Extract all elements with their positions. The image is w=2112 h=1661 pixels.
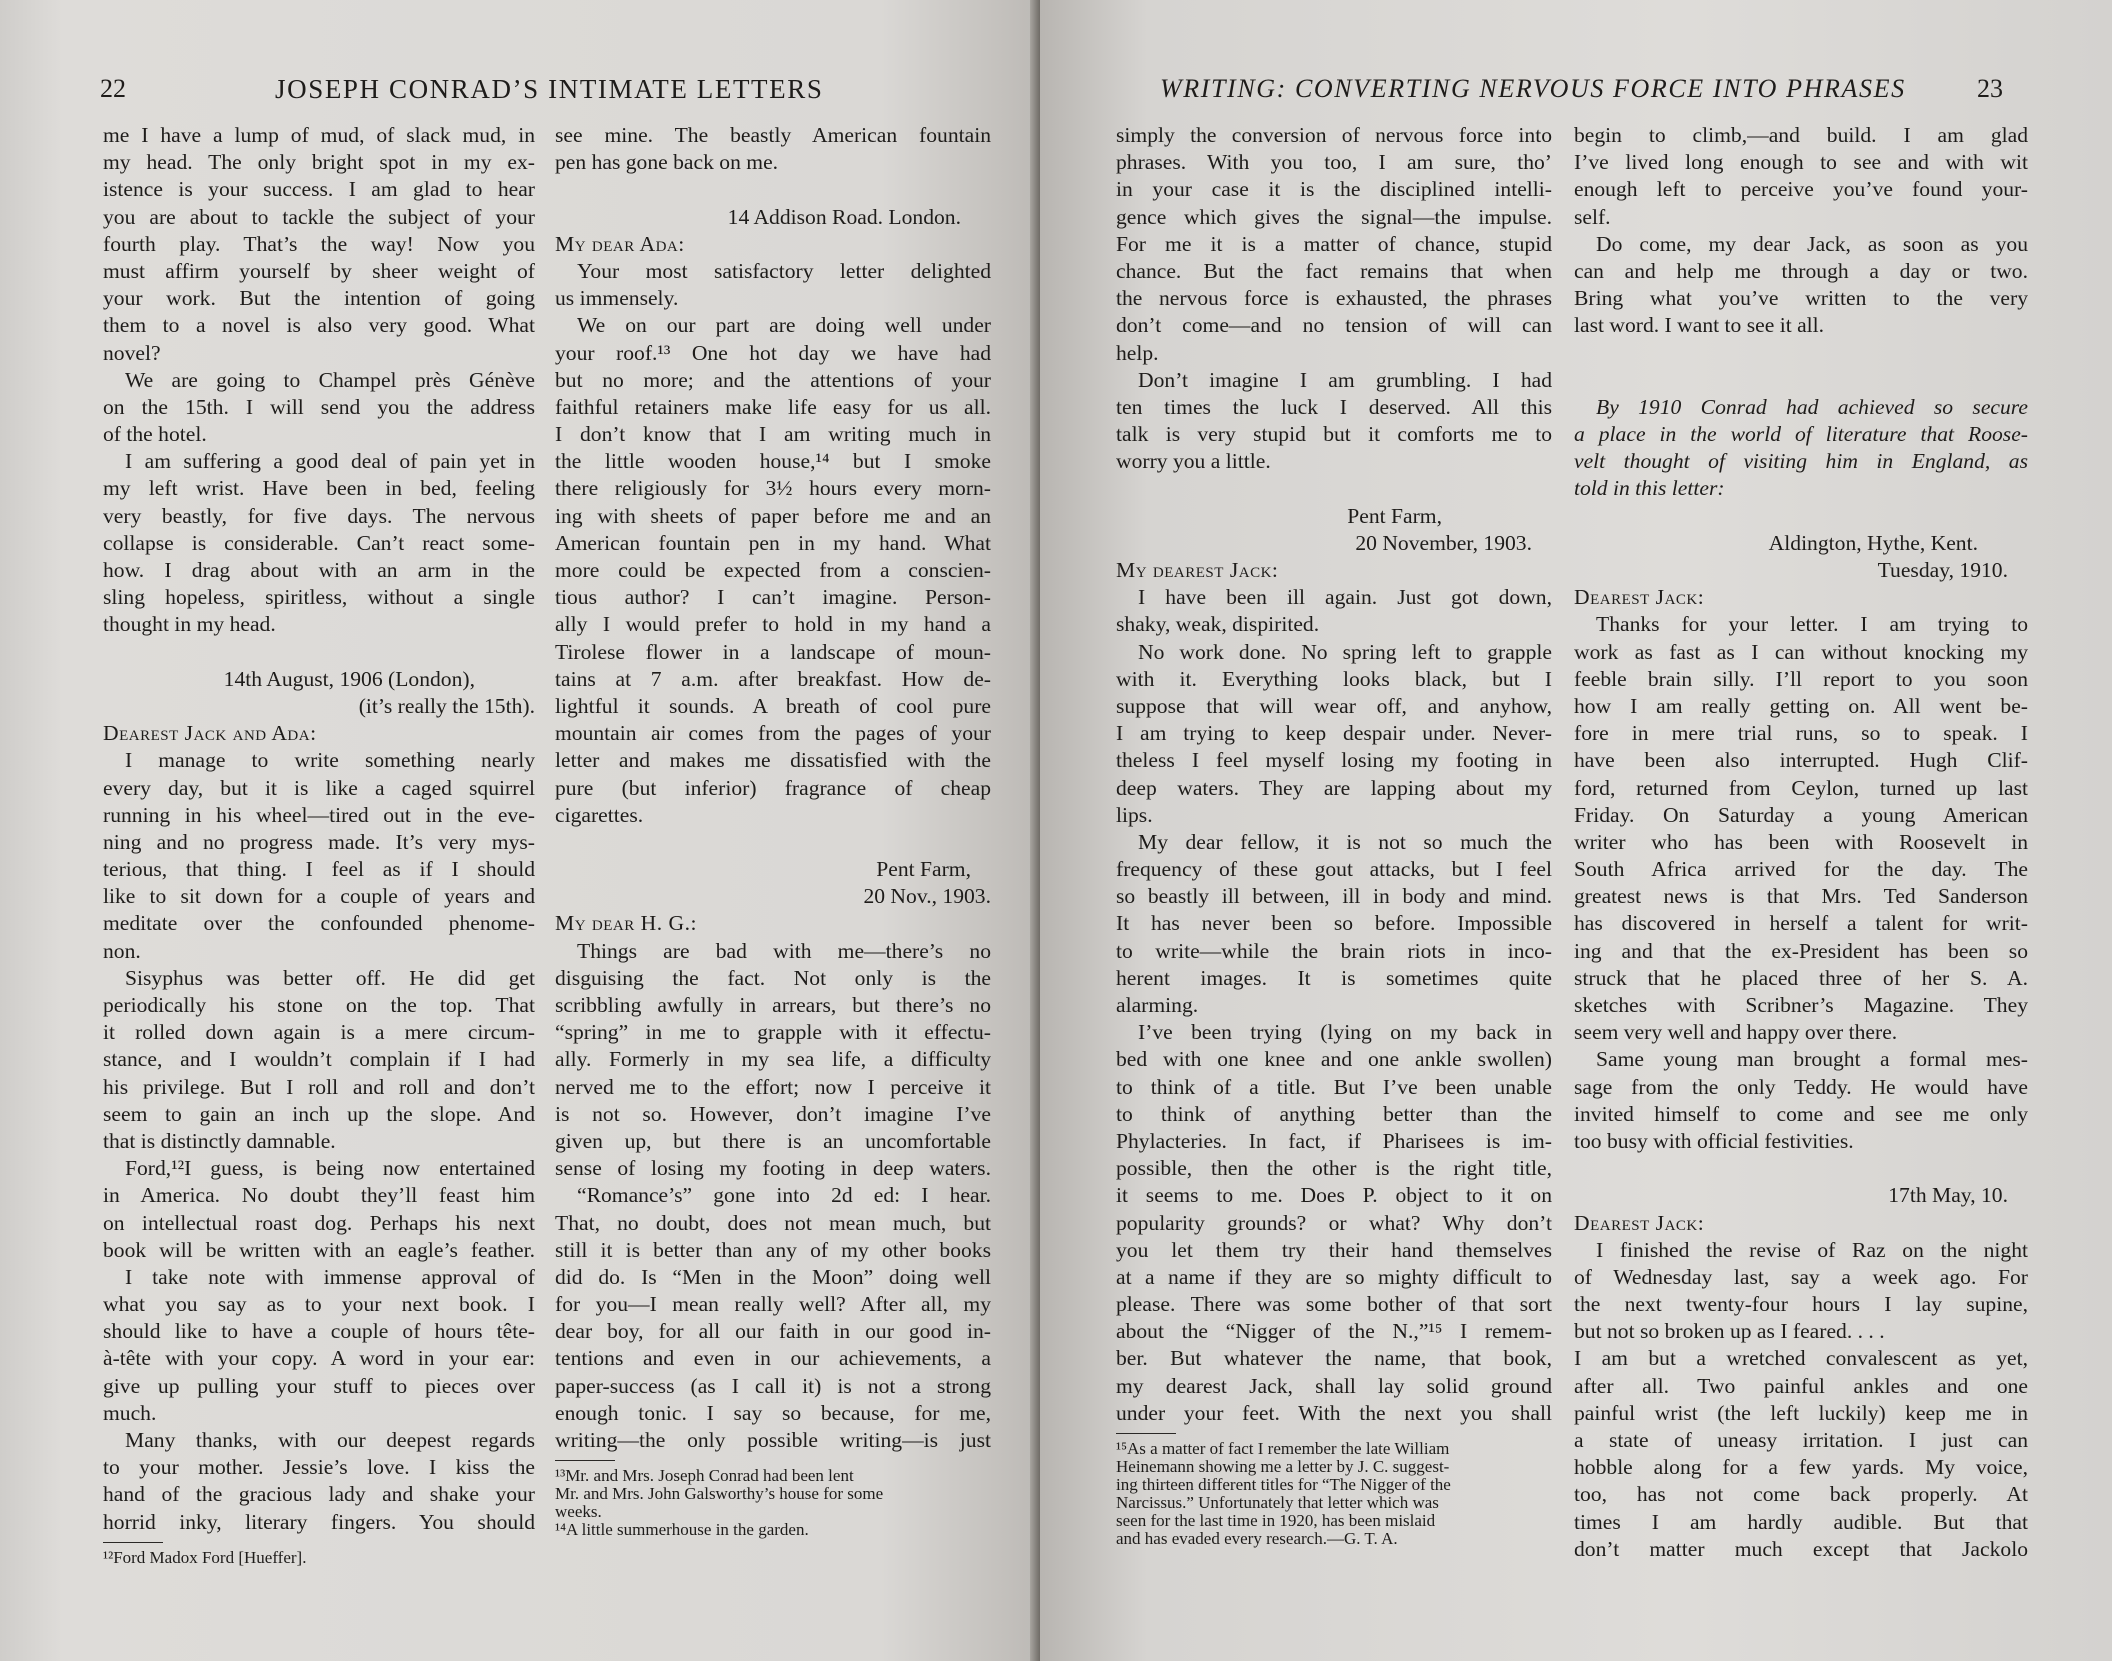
letter-dateline: Pent Farm, xyxy=(876,857,971,882)
text-line: writer who has been with Roosevelt in xyxy=(1574,829,2028,854)
text-line: meditate over the confounded phenome- xyxy=(103,911,535,936)
text-line: velt thought of visiting him in England, as xyxy=(1574,449,2028,474)
text-line: give up pulling your stuff to pieces over xyxy=(103,1373,535,1398)
text-line: popularity grounds? or what? Why don’t xyxy=(1116,1210,1552,1235)
text-line: sense of losing my footing in deep waters. xyxy=(555,1156,991,1181)
text-line: it rolled down again is a mere circum- xyxy=(103,1020,535,1045)
text-line: very beastly, for five days. The nervous xyxy=(103,503,535,528)
text-line: hobble along for a few yards. My voice, xyxy=(1574,1455,2028,1480)
text-line: greatest news is that Mrs. Ted Sanderson xyxy=(1574,884,2028,909)
text-line: self. xyxy=(1574,204,1611,229)
text-line: I am but a wretched convalescent as yet, xyxy=(1574,1346,2028,1371)
letter-salutation: My dear Ada: xyxy=(555,231,685,256)
text-line: how. I drag about with an arm in the xyxy=(103,558,535,582)
text-line: see mine. The beastly American fountain xyxy=(555,123,991,147)
text-line: what you say as to your next book. I xyxy=(103,1292,535,1317)
text-line: fourth play. That’s the way! Now you xyxy=(103,231,535,256)
footnote-line: Heinemann showing me a letter by J. C. suggest- xyxy=(1116,1457,1450,1476)
text-line: nerved me to the effort; now I perceive it xyxy=(555,1074,991,1099)
text-line: “Romance’s” gone into 2d ed: I hear. xyxy=(577,1183,991,1208)
text-line: We on our part are doing well under xyxy=(577,313,991,338)
text-line: work as fast as I can without knocking my xyxy=(1574,639,2028,664)
text-line: paper-success (as I call it) is not a strong xyxy=(555,1373,991,1398)
text-line: American fountain pen in my hand. What xyxy=(555,530,991,555)
letter-dateline: Aldington, Hythe, Kent. xyxy=(1768,530,1978,555)
text-line: that is distinctly damnable. xyxy=(103,1128,336,1153)
text-line: have been also interrupted. Hugh Clif- xyxy=(1574,748,2028,773)
text-line: That, no doubt, does not mean much, but xyxy=(555,1210,991,1235)
text-line: how I am really getting on. All went be- xyxy=(1574,693,2028,718)
text-line: pen has gone back on me. xyxy=(555,150,779,175)
text-line: tentions and even in our achievements, a xyxy=(555,1346,991,1371)
text-line: terious, that thing. I feel as if I should xyxy=(103,857,535,882)
footnote-line: ¹²Ford Madox Ford [Hueffer]. xyxy=(103,1547,307,1567)
text-line: ing and that the ex-President has been so xyxy=(1574,938,2028,963)
text-line: worry you a little. xyxy=(1116,449,1271,474)
letter-dateline: 17th May, 10. xyxy=(1888,1183,2008,1208)
text-line: We are going to Champel près Génève xyxy=(125,367,535,392)
text-line: I finished the revise of Raz on the night xyxy=(1596,1237,2028,1262)
text-line: more could be expected from a conscien- xyxy=(555,558,991,582)
text-line: them to a novel is also very good. What xyxy=(103,313,535,338)
footnote-line: and has evaded every research.—G. T. A. xyxy=(1116,1529,1398,1548)
text-line: too, has not come back properly. At xyxy=(1574,1482,2028,1507)
text-line: Many thanks, with our deepest regards xyxy=(125,1428,535,1452)
text-line: letter and makes me dissatisfied with the xyxy=(555,748,991,773)
text-line: Don’t imagine I am grumbling. I had xyxy=(1138,367,1552,392)
text-line: don’t matter much except that Jackolo xyxy=(1574,1536,2028,1561)
text-line: in America. No doubt they’ll feast him xyxy=(103,1183,535,1208)
text-line: last word. I want to see it all. xyxy=(1574,313,1825,338)
text-line: with it. Everything looks black, but I xyxy=(1116,666,1552,691)
footnote-line: ¹⁴A little summerhouse in the garden. xyxy=(555,1520,809,1540)
text-line: your roof.¹³ One hot day we have had xyxy=(555,340,991,365)
running-head-right: WRITING: CONVERTING NERVOUS FORCE INTO PHRASES xyxy=(1160,74,1906,103)
letter-salutation: My dearest Jack: xyxy=(1116,558,1279,582)
text-line: Same young man brought a formal mes- xyxy=(1596,1047,2028,1072)
text-line: book will be written with an eagle’s feather. xyxy=(103,1237,535,1262)
text-line: feeble brain silly. I’ll report to you soon xyxy=(1574,666,2028,691)
text-line: your work. But the intention of going xyxy=(103,286,535,311)
text-line: Do come, my dear Jack, as soon as you xyxy=(1596,231,2028,256)
text-line: begin to climb,—and build. I am glad xyxy=(1574,123,2028,147)
text-line: deep waters. They are lapping about my xyxy=(1116,775,1552,800)
text-line: cigarettes. xyxy=(555,802,644,827)
text-line: seem very well and happy over there. xyxy=(1574,1020,1898,1045)
text-line: ford, returned from Ceylon, turned up last xyxy=(1574,775,2028,800)
text-line: phrases. With you too, I am sure, tho’ xyxy=(1116,150,1552,175)
text-line: my head. The only bright spot in my ex- xyxy=(103,150,535,175)
text-line: don’t come—and no tension of will can xyxy=(1116,313,1552,338)
text-line: suppose that will wear off, and anyhow, xyxy=(1116,693,1552,718)
text-line: novel? xyxy=(103,340,161,365)
text-line: collapse is considerable. Can’t react some- xyxy=(103,530,535,555)
text-line: writing—the only possible writing—is just xyxy=(555,1428,991,1452)
letter-dateline: 14 Addison Road. London. xyxy=(727,204,961,229)
footnote-line: ing thirteen different titles for “The Nigger of the xyxy=(1116,1475,1451,1494)
text-line: frequency of these gout attacks, but I feel xyxy=(1116,857,1552,882)
text-line: of the hotel. xyxy=(103,422,207,447)
text-line: pure (but inferior) fragrance of cheap xyxy=(555,775,991,800)
text-line: possible, then the other is the right title, xyxy=(1116,1156,1552,1181)
letter-dateline: Pent Farm, xyxy=(1347,503,1442,528)
footnote-line: Mr. and Mrs. John Galsworthy’s house for some xyxy=(555,1484,884,1504)
letter-dateline: 20 Nov., 1903. xyxy=(863,884,991,909)
text-line: disguising the fact. Not only is the xyxy=(555,965,991,990)
text-line: scribbling awfully in arrears, but there’s no xyxy=(555,993,991,1017)
text-line: periodically his stone on the top. That xyxy=(103,993,535,1017)
text-line: can and help me through a day or two. xyxy=(1574,258,2028,283)
text-line: No work done. No spring left to grapple xyxy=(1138,639,1552,664)
footnote-line: Narcissus.” Unfortunately that letter which was xyxy=(1116,1493,1439,1512)
text-line: ten times the luck I deserved. All this xyxy=(1116,394,1552,419)
text-line: struck that he placed three of her S. A. xyxy=(1574,965,2028,990)
letter-salutation: Dearest Jack: xyxy=(1574,585,1705,610)
text-line: must affirm yourself by sheer weight of xyxy=(103,258,535,283)
line-gap xyxy=(1574,340,2028,367)
text-line: at a name if they are so mighty difficult to xyxy=(1116,1264,1552,1289)
text-line: the little wooden house,¹⁴ but I smoke xyxy=(555,449,991,474)
text-line: to think of a title. But I’ve been unable xyxy=(1116,1074,1552,1099)
letter-dateline: Tuesday, 1910. xyxy=(1877,558,2008,582)
text-line: please. There was some bother of that sort xyxy=(1116,1292,1552,1317)
text-line: Phylacteries. In fact, if Pharisees is im- xyxy=(1116,1128,1552,1153)
line-gap xyxy=(1574,503,2028,530)
text-line: like to sit down for a couple of years and xyxy=(103,884,535,909)
text-line: is not so. However, don’t imagine I’ve xyxy=(555,1101,991,1126)
text-line: Ford,¹²I guess, is being now entertained xyxy=(125,1156,535,1181)
text-line: chance. But the fact remains that when xyxy=(1116,258,1552,283)
line-gap xyxy=(555,176,991,203)
text-line: tains at 7 a.m. after breakfast. How de- xyxy=(555,666,991,691)
text-line: but not so broken up as I feared. . . . xyxy=(1574,1319,1885,1344)
text-line: ning and no progress made. It’s very mys- xyxy=(103,829,535,854)
text-line: horrid inky, literary fingers. You should xyxy=(103,1509,535,1534)
text-line: a state of uneasy irritation. I just can xyxy=(1574,1428,2028,1452)
text-line: painful wrist (the left luckily) keep me in xyxy=(1574,1400,2028,1425)
text-line: us immensely. xyxy=(555,286,679,311)
text-line: Your most satisfactory letter delighted xyxy=(577,258,991,283)
text-line: à-tête with your copy. A word in your ear: xyxy=(103,1346,535,1371)
text-line: Sisyphus was better off. He did get xyxy=(125,965,535,990)
text-line: my dearest Jack, shall lay solid ground xyxy=(1116,1373,1552,1398)
text-line: simply the conversion of nervous force into xyxy=(1116,123,1552,147)
text-line: given up, but there is an uncomfortable xyxy=(555,1128,991,1153)
left-page xyxy=(0,0,1036,1661)
text-line: of Wednesday last, say a week ago. For xyxy=(1574,1264,2028,1289)
text-line: gence which gives the signal—the impulse. xyxy=(1116,204,1552,229)
text-line: the next twenty-four hours I lay supine, xyxy=(1574,1292,2028,1317)
text-line: there religiously for 3½ hours every morn- xyxy=(555,476,991,501)
text-line: “spring” in me to grapple with it effectu- xyxy=(555,1020,991,1045)
text-line: help. xyxy=(1116,340,1159,365)
line-gap xyxy=(1574,367,2028,394)
left-column-2 xyxy=(555,122,991,1539)
text-line: Friday. On Saturday a young American xyxy=(1574,802,2028,827)
text-line: bed with one knee and one ankle swollen) xyxy=(1116,1047,1552,1072)
text-line: but no more; and the attentions of your xyxy=(555,367,991,392)
page-number-left: 22 xyxy=(100,74,126,103)
text-line: should like to have a couple of hours tête- xyxy=(103,1319,535,1344)
text-line: Thanks for your letter. I am trying to xyxy=(1596,612,2028,637)
text-line: I manage to write something nearly xyxy=(125,748,535,773)
text-line: faithful retainers make life easy for us all. xyxy=(555,394,991,419)
text-line: lightful it sounds. A breath of cool pure xyxy=(555,693,991,718)
text-line: his privilege. But I roll and roll and don’t xyxy=(103,1074,535,1099)
text-line: enough left to perceive you’ve found your- xyxy=(1574,177,2028,202)
text-line: Tirolese flower in a landscape of moun- xyxy=(555,639,991,664)
text-line: invited himself to come and see me only xyxy=(1574,1101,2028,1126)
text-line: Things are bad with me—there’s no xyxy=(577,938,991,963)
text-line: ber. But whatever the name, that book, xyxy=(1116,1346,1552,1371)
right-column-2 xyxy=(1574,122,2028,1563)
text-line: to your mother. Jessie’s love. I kiss the xyxy=(103,1455,535,1480)
footnote-rule xyxy=(1116,1433,1176,1434)
text-line: after all. Two painful ankles and one xyxy=(1574,1373,2028,1398)
text-line: did do. Is “Men in the Moon” doing well xyxy=(555,1264,991,1289)
text-line: it seems to me. Does P. object to it on xyxy=(1116,1183,1552,1208)
text-line: fore in mere trial runs, so to speak. I xyxy=(1574,721,2028,746)
footnote-line: ¹³Mr. and Mrs. Joseph Conrad had been lent xyxy=(555,1466,854,1486)
text-line: stance, and I wouldn’t complain if I had xyxy=(103,1047,535,1072)
text-line: running in his wheel—tired out in the eve- xyxy=(103,802,535,827)
text-line: enough tonic. I say so because, for me, xyxy=(555,1400,991,1425)
footnote-rule xyxy=(555,1460,615,1461)
text-line: thought in my head. xyxy=(103,612,276,637)
letter-salutation: Dearest Jack and Ada: xyxy=(103,721,317,746)
footnote-line: ¹⁵As a matter of fact I remember the late William xyxy=(1116,1439,1450,1458)
text-line: mountain air comes from the pages of your xyxy=(555,721,991,746)
text-line: in your case it is the disciplined intelli- xyxy=(1116,177,1552,202)
text-line: South Africa arrived for the day. The xyxy=(1574,857,2028,882)
text-line: For me it is a matter of chance, stupid xyxy=(1116,231,1552,256)
text-line: dear boy, for all our faith in our good in- xyxy=(555,1319,991,1344)
text-line: you let them try their hand themselves xyxy=(1116,1237,1552,1262)
text-line: has discovered in herself a talent for writ- xyxy=(1574,911,2028,936)
text-line: I am trying to keep despair under. Never- xyxy=(1116,721,1552,746)
text-line: I am suffering a good deal of pain yet in xyxy=(125,449,535,474)
text-line: By 1910 Conrad had achieved so secure xyxy=(1596,394,2028,419)
text-line: much. xyxy=(103,1400,157,1425)
text-line: me I have a lump of mud, of slack mud, in xyxy=(103,123,535,147)
letter-dateline: 20 November, 1903. xyxy=(1355,530,1532,555)
text-line: theless I feel myself losing my footing in xyxy=(1116,748,1552,773)
text-line: It has never been so before. Impossible xyxy=(1116,911,1552,936)
text-line: the nervous force is exhausted, the phrases xyxy=(1116,286,1552,311)
letter-salutation: My dear H. G.: xyxy=(555,911,698,936)
text-line: on the 15th. I will send you the address xyxy=(103,394,535,419)
text-line: sketches with Scribner’s Magazine. They xyxy=(1574,993,2028,1017)
text-line: you are about to tackle the subject of your xyxy=(103,204,535,229)
text-line: ing with sheets of paper before me and an xyxy=(555,503,991,528)
text-line: told in this letter: xyxy=(1574,476,1725,501)
running-head-left: JOSEPH CONRAD’S INTIMATE LETTERS xyxy=(275,74,824,104)
text-line: to write—while the brain riots in inco- xyxy=(1116,938,1552,963)
text-line: every day, but it is like a caged squirrel xyxy=(103,775,535,800)
right-column-1 xyxy=(1116,122,1552,1548)
text-line: non. xyxy=(103,938,141,963)
text-line: too busy with official festivities. xyxy=(1574,1128,1854,1153)
text-line: alarming. xyxy=(1116,993,1199,1017)
text-line: lips. xyxy=(1116,802,1153,827)
letter-salutation: Dearest Jack: xyxy=(1574,1210,1705,1235)
text-line: My dear fellow, it is not so much the xyxy=(1138,829,1552,854)
text-line: Bring what you’ve written to the very xyxy=(1574,286,2028,311)
text-line: istence is your success. I am glad to hear xyxy=(103,177,535,202)
line-gap xyxy=(555,829,991,856)
footnote-line: weeks. xyxy=(555,1502,602,1522)
footnote-line: seen for the last time in 1920, has been mislaid xyxy=(1116,1511,1436,1530)
text-line: seem to gain an inch up the slope. And xyxy=(103,1101,535,1126)
right-page xyxy=(1040,0,2112,1661)
text-line: still it is better than any of my other books xyxy=(555,1237,991,1262)
text-line: to think of anything better than the xyxy=(1116,1101,1552,1126)
text-line: sling hopeless, spiritless, without a single xyxy=(103,585,535,610)
text-line: ally I would prefer to hold in my hand a xyxy=(555,612,991,637)
text-line: under your feet. With the next you shall xyxy=(1116,1400,1552,1425)
text-line: talk is very stupid but it comforts me to xyxy=(1116,422,1552,447)
text-line: my left wrist. Have been in bed, feeling xyxy=(103,476,535,501)
text-line: herent images. It is sometimes quite xyxy=(1116,965,1552,990)
line-gap xyxy=(103,639,535,666)
text-line: so beastly ill between, ill in body and mind. xyxy=(1116,884,1552,909)
text-line: I have been ill again. Just got down, xyxy=(1138,585,1552,610)
text-line: on intellectual roast dog. Perhaps his next xyxy=(103,1210,535,1235)
text-line: ally. Formerly in my sea life, a difficulty xyxy=(555,1047,991,1072)
text-line: I’ve been trying (lying on my back in xyxy=(1138,1020,1552,1045)
footnote-rule xyxy=(103,1542,163,1543)
text-line: I don’t know that I am writing much in xyxy=(555,422,991,447)
page-number-right: 23 xyxy=(1977,74,2003,103)
text-line: shaky, weak, dispirited. xyxy=(1116,612,1320,637)
text-line: I’ve lived long enough to see and with wit xyxy=(1574,150,2028,175)
text-line: sage from the only Teddy. He would have xyxy=(1574,1074,2028,1099)
line-gap xyxy=(1574,1155,2028,1182)
text-line: tious author? I can’t imagine. Person- xyxy=(555,585,991,610)
text-line: a place in the world of literature that Roose- xyxy=(1574,422,2028,447)
letter-dateline: (it’s really the 15th). xyxy=(358,693,535,718)
text-line: I take note with immense approval of xyxy=(125,1264,535,1289)
left-column-1 xyxy=(103,122,535,1567)
letter-dateline: 14th August, 1906 (London), xyxy=(223,666,475,691)
text-line: about the “Nigger of the N.,”¹⁵ I remem- xyxy=(1116,1319,1552,1344)
text-line: times I am hardly audible. But that xyxy=(1574,1509,2028,1534)
line-gap xyxy=(1116,475,1552,502)
text-line: for you—I mean really well? After all, my xyxy=(555,1292,991,1317)
text-line: hand of the gracious lady and shake your xyxy=(103,1482,535,1507)
